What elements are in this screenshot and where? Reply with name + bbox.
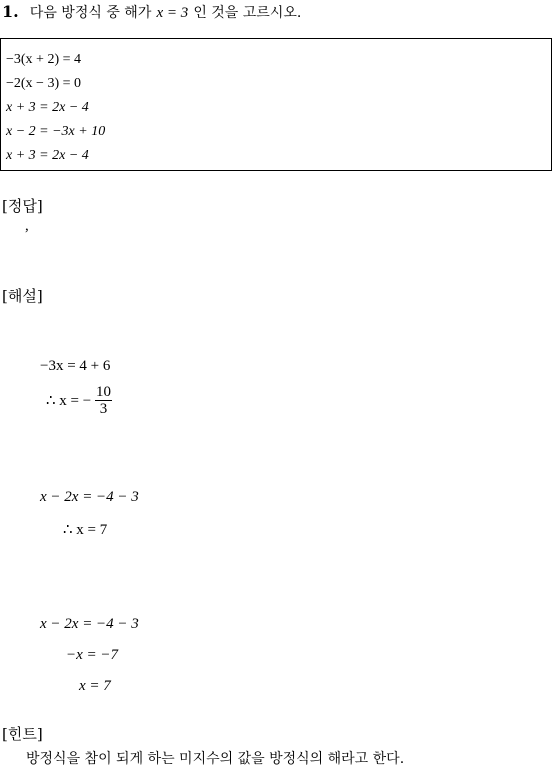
- choices-box: [0, 38, 552, 171]
- choice-1: −3(x + 2) = 4: [6, 52, 82, 67]
- solution-step3-line3: x = 7: [79, 678, 111, 694]
- solution-step2-line2: ∴ x = 7: [63, 522, 108, 538]
- choice-4: x − 2 = −3x + 10: [6, 124, 106, 139]
- question-text-math: x = 3: [156, 5, 189, 21]
- answer-value: ,: [25, 218, 29, 234]
- fraction-numerator: 10: [95, 384, 111, 400]
- choice-2: −2(x − 3) = 0: [6, 76, 82, 91]
- solution-step1-line2: [46, 384, 112, 417]
- question-header: [2, 2, 301, 22]
- solution-step1-fraction: [95, 384, 112, 417]
- choice-3: x + 3 = 2x − 4: [6, 100, 89, 115]
- hint-label: [힌트]: [2, 725, 43, 743]
- answer-label: [정답]: [2, 197, 43, 215]
- solution-step3-line2: −x = −7: [66, 647, 119, 663]
- question-text-before: 다음 방정식 중 해가: [29, 5, 152, 21]
- solution-step3-line1: x − 2x = −4 − 3: [40, 616, 139, 632]
- solution-step2-line1: x − 2x = −4 − 3: [40, 489, 139, 505]
- solution-step1-prefix: ∴ x = −: [46, 393, 92, 409]
- choice-5: x + 3 = 2x − 4: [6, 148, 89, 163]
- question-number: 1.: [2, 2, 19, 21]
- fraction-denominator: 3: [99, 401, 108, 417]
- hint-text: 방정식을 참이 되게 하는 미지수의 값을 방정식의 해라고 한다.: [26, 751, 405, 767]
- solution-label: [해설]: [2, 287, 43, 305]
- solution-step1-line1: −3x = 4 + 6: [40, 358, 111, 374]
- question-text-after: 인 것을 고르시오.: [193, 5, 302, 21]
